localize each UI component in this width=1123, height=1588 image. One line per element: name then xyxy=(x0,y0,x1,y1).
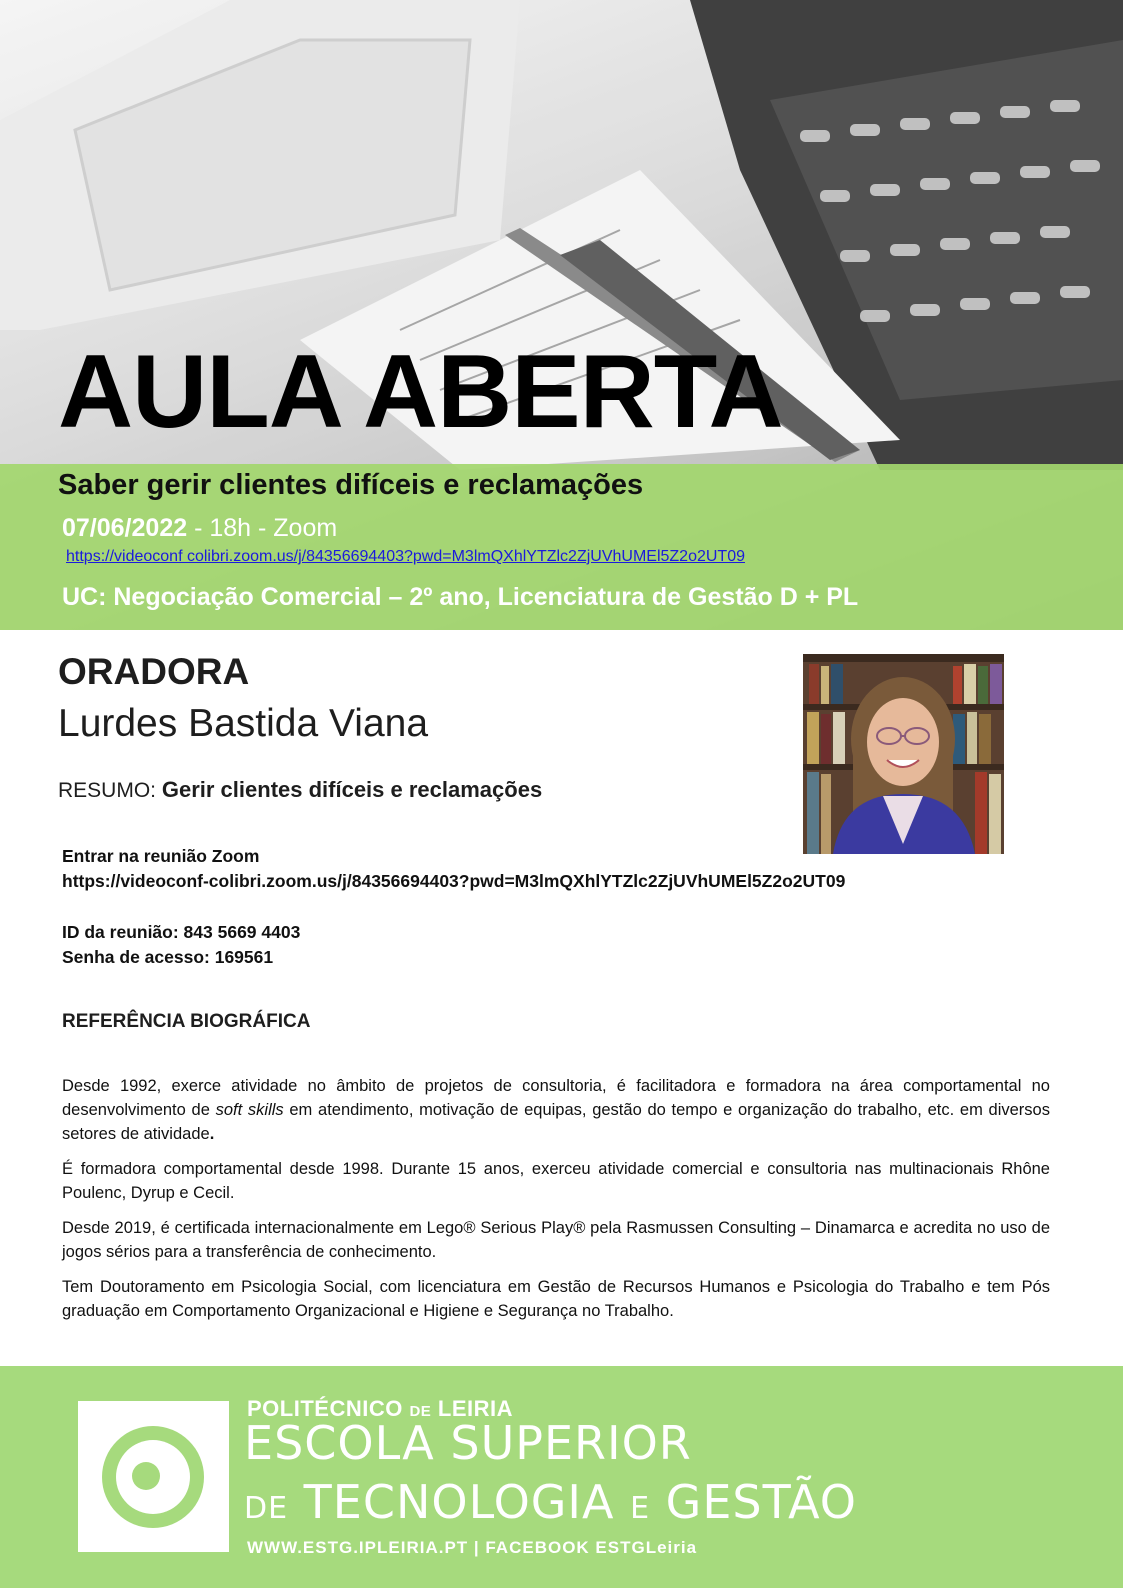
event-time-place: 18h - Zoom xyxy=(209,514,338,542)
page-title: AULA ABERTA xyxy=(58,334,783,450)
footer-line3-de: DE xyxy=(244,1491,289,1526)
footer-line1-a: POLITÉCNICO xyxy=(247,1396,410,1421)
zoom-link[interactable]: https://videoconf colibri.zoom.us/j/84356694403?pwd=M3lmQXhlYTZlc2ZjUVhUMEl5Z2o2UT09 xyxy=(66,548,745,565)
event-date-line xyxy=(62,514,337,543)
school-logo xyxy=(78,1401,229,1552)
footer-line1-small: DE xyxy=(409,1403,432,1420)
meeting-id: ID da reunião: 843 5669 4403 xyxy=(62,922,301,942)
hero-banner xyxy=(0,0,1123,630)
date-separator: - xyxy=(187,514,210,542)
footer-line3-b: GESTÃO xyxy=(650,1475,857,1529)
footer-school-line2 xyxy=(244,1475,857,1529)
event-subtitle: Saber gerir clientes difíceis e reclamações xyxy=(58,469,644,501)
footer-web-links[interactable]: WWW.ESTG.IPLEIRIA.PT | FACEBOOK ESTGLeiria xyxy=(247,1538,698,1557)
bio-p1-emphasis: soft skills xyxy=(215,1101,284,1119)
bio-p1-end: . xyxy=(209,1125,215,1143)
bio-heading: REFERÊNCIA BIOGRÁFICA xyxy=(62,1011,311,1032)
footer-line3-a: TECNOLOGIA xyxy=(288,1475,631,1529)
footer-line3-e: E xyxy=(630,1491,651,1526)
bio-p1-text-a: Desde 1992, exerce atividade no âmbito de projetos de consultoria, é facilitadora e formadora na área comportamental no desenvolvimento de xyxy=(62,1077,1050,1119)
speaker-label: ORADORA xyxy=(58,651,250,692)
footer-line1-b: LEIRIA xyxy=(431,1396,514,1421)
course-unit: UC: Negociação Comercial – 2º ano, Licenciatura de Gestão D + PL xyxy=(62,583,859,611)
footer-school-line1: ESCOLA SUPERIOR xyxy=(244,1416,692,1470)
speaker-photo xyxy=(803,654,1004,854)
resumo-label: RESUMO: xyxy=(58,779,157,802)
bio-p1-text-b: em atendimento, motivação de equipas, gestão do tempo e organização do trabalho, etc. em diversos setores de atividade xyxy=(62,1101,1050,1143)
resumo-line xyxy=(58,777,542,803)
footer xyxy=(0,1366,1123,1588)
event-date: 07/06/2022 xyxy=(62,514,188,542)
resumo-title: Gerir clientes difíceis e reclamações xyxy=(161,777,543,802)
join-label: Entrar na reunião Zoom xyxy=(62,846,260,866)
bio-paragraph-3: Desde 2019, é certificada internacionalmente em Lego® Serious Play® pela Rasmussen Consulting – Dinamarca e acredita no uso de jogos sérios para a transferência de conhecimento. xyxy=(62,1219,1050,1261)
bio-paragraph-2: É formadora comportamental desde 1998. Durante 15 anos, exerceu atividade comercial e consultoria nas multinacionais Rhône Poulenc, Dyrup e Cecil. xyxy=(62,1160,1050,1202)
join-url[interactable]: https://videoconf-colibri.zoom.us/j/84356694403?pwd=M3lmQXhlYTZlc2ZjUVhUMEl5Z2o2UT09 xyxy=(62,871,846,891)
meeting-password: Senha de acesso: 169561 xyxy=(62,947,274,967)
speaker-name: Lurdes Bastida Viana xyxy=(58,702,429,745)
bio-paragraph-4: Tem Doutoramento em Psicologia Social, com licenciatura em Gestão de Recursos Humanos e Psicologia do Trabalho e tem Pós graduação em Comportamento Organizacional e Higiene e Segurança no Trabalho. xyxy=(62,1278,1050,1320)
bio-paragraph-1 xyxy=(62,1074,1050,1146)
